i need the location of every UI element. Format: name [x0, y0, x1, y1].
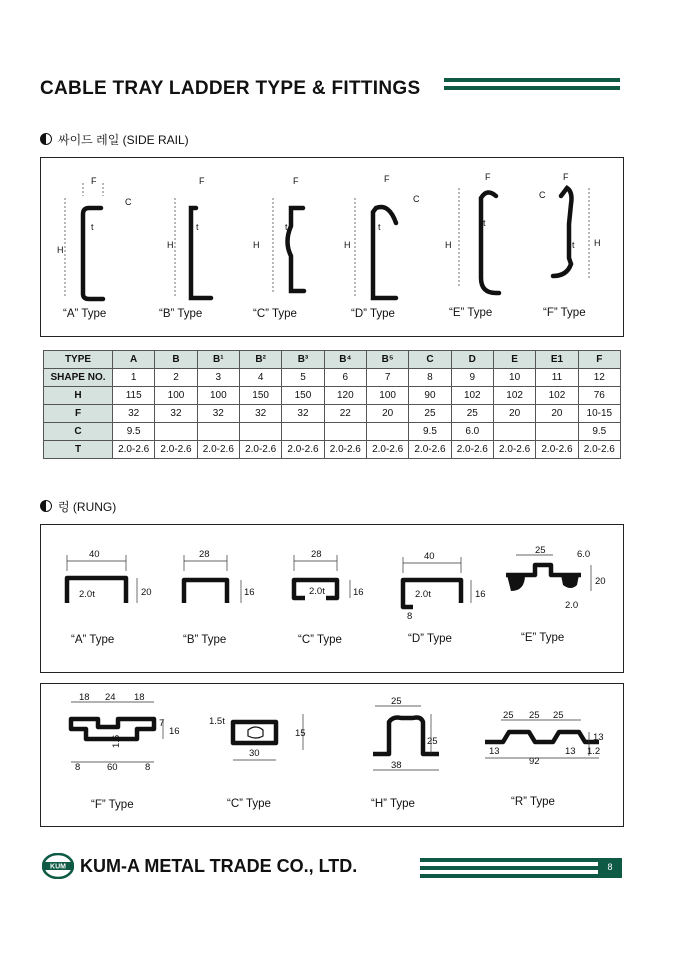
dim-H-f: H: [594, 238, 601, 248]
dim-H-b: H: [167, 240, 174, 250]
rung-c-thickness: 2.0t: [309, 586, 325, 597]
table-cell: 10-15: [578, 405, 620, 423]
rung-h-top: 25: [391, 696, 402, 707]
table-cell: 9: [451, 369, 493, 387]
rung-f-top-2: 18: [134, 692, 145, 703]
rung-d-lip: 8: [407, 611, 413, 622]
dim-t-c: t: [285, 222, 288, 232]
rung-b-profile: [184, 580, 227, 603]
table-header-cell: TYPE: [44, 351, 113, 369]
rung-type-label: “R” Type: [511, 796, 555, 808]
table-cell: 100: [155, 387, 197, 405]
rung-e-side: 6.0: [577, 549, 591, 560]
rung-type-label: “C” Type: [227, 798, 271, 810]
table-cell: 25: [409, 405, 451, 423]
rail-d-profile: [373, 207, 396, 298]
table-cell: 102: [536, 387, 578, 405]
spec-table-body: [44, 369, 621, 459]
rung-r-top-2: 25: [553, 710, 564, 721]
table-cell: 2.0-2.6: [324, 441, 366, 459]
side-rail-heading: 싸이드 레일 (SIDE RAIL): [40, 131, 189, 148]
rail-b-profile: [191, 208, 211, 298]
rung-h-height: 25: [427, 736, 438, 747]
rung-e-height: 20: [595, 576, 606, 587]
table-cell: 32: [155, 405, 197, 423]
rung-c2-height: 15: [295, 728, 306, 739]
table-cell: 9.5: [409, 423, 451, 441]
dim-F-c: F: [293, 176, 299, 186]
table-cell: 10: [493, 369, 535, 387]
page-number: 8: [598, 859, 622, 875]
table-cell: [197, 423, 239, 441]
half-circle-icon: [40, 500, 52, 512]
rung-a-height: 20: [141, 587, 152, 598]
rung-type-label: “D” Type: [408, 633, 452, 645]
rung-c2-width: 30: [249, 748, 260, 759]
rung-heading: 렁 (RUNG): [40, 498, 116, 515]
rung-r-height: 13: [593, 732, 604, 743]
page-title: CABLE TRAY LADDER TYPE & FITTINGS: [40, 78, 421, 99]
rung-type-label: “F” Type: [91, 799, 134, 811]
table-cell: 7: [366, 369, 408, 387]
table-row-header: H: [44, 387, 113, 405]
table-row: [44, 369, 621, 387]
table-cell: 100: [197, 387, 239, 405]
rung-c-height: 16: [353, 587, 364, 598]
table-header-cell: D: [451, 351, 493, 369]
table-cell: 11: [536, 369, 578, 387]
rung-f-thickness: 1.6: [111, 734, 122, 748]
dim-t-a: t: [91, 222, 94, 232]
rung-b-width: 28: [199, 549, 210, 560]
dim-F-e: F: [485, 172, 491, 182]
table-cell: [536, 423, 578, 441]
footer-rule: [420, 858, 622, 882]
table-cell: 2: [155, 369, 197, 387]
rung-r-top-1: 25: [529, 710, 540, 721]
rail-type-label: “B” Type: [159, 308, 203, 320]
logo-text: KUM: [50, 863, 66, 871]
table-row: [44, 387, 621, 405]
dim-H-e: H: [445, 240, 452, 250]
table-header-cell: B²: [239, 351, 281, 369]
dim-t-d: t: [378, 222, 381, 232]
table-header-cell: C: [409, 351, 451, 369]
rung-f-inner: 7: [159, 718, 165, 729]
table-header-cell: B⁴: [324, 351, 366, 369]
table-cell: 2.0-2.6: [451, 441, 493, 459]
table-cell: 25: [451, 405, 493, 423]
table-cell: 20: [493, 405, 535, 423]
rung-e-thickness: 2.0: [565, 600, 579, 611]
rail-type-label: “A” Type: [63, 308, 107, 320]
table-cell: 20: [366, 405, 408, 423]
table-cell: 2.0-2.6: [578, 441, 620, 459]
table-cell: 2.0-2.6: [409, 441, 451, 459]
rung-f-top-1: 24: [105, 692, 116, 703]
table-header-cell: B¹: [197, 351, 239, 369]
table-cell: 32: [282, 405, 324, 423]
rung-d-profile: [403, 580, 461, 607]
table-cell: 102: [493, 387, 535, 405]
table-header-cell: F: [578, 351, 620, 369]
table-cell: 2.0-2.6: [113, 441, 155, 459]
dim-t-f: t: [572, 240, 575, 250]
rung-d-width: 40: [424, 551, 435, 562]
rung-f-height: 16: [169, 726, 180, 737]
rung-f-top-0: 18: [79, 692, 90, 703]
rail-type-label: “F” Type: [543, 307, 586, 319]
rung-row1-drawings: [41, 525, 623, 672]
table-cell: 2.0-2.6: [197, 441, 239, 459]
table-header-cell: B⁵: [366, 351, 408, 369]
table-cell: 2.0-2.6: [493, 441, 535, 459]
table-cell: 150: [282, 387, 324, 405]
company-logo: [42, 853, 74, 879]
dim-C-a: C: [125, 197, 132, 207]
rung-type-label: “C” Type: [298, 634, 342, 646]
table-cell: 22: [324, 405, 366, 423]
rung-r-bottom-0: 13: [489, 746, 500, 757]
table-header-cell: B: [155, 351, 197, 369]
rung-c-width: 28: [311, 549, 322, 560]
table-cell: 8: [409, 369, 451, 387]
dim-F-d: F: [384, 174, 390, 184]
dim-H-d: H: [344, 240, 351, 250]
rung-r-profile: [485, 732, 599, 742]
table-header-cell: E1: [536, 351, 578, 369]
rung-r-top-0: 25: [503, 710, 514, 721]
rung-a-profile: [67, 578, 126, 603]
table-cell: 120: [324, 387, 366, 405]
table-cell: 2.0-2.6: [366, 441, 408, 459]
table-row-header: T: [44, 441, 113, 459]
table-cell: 2.0-2.6: [282, 441, 324, 459]
dim-C-d: C: [413, 194, 420, 204]
rung-h-width: 38: [391, 760, 402, 771]
rung-r-bottom-2: 13: [565, 746, 576, 757]
rail-type-label: “D” Type: [351, 308, 395, 320]
dim-F-a: F: [91, 176, 97, 186]
rung-panel-2: [40, 683, 624, 827]
table-cell: 100: [366, 387, 408, 405]
table-cell: 76: [578, 387, 620, 405]
rung-e-profile: [506, 565, 581, 575]
table-cell: 5: [282, 369, 324, 387]
table-cell: 4: [239, 369, 281, 387]
table-cell: 2.0-2.6: [239, 441, 281, 459]
table-cell: [239, 423, 281, 441]
table-cell: 32: [197, 405, 239, 423]
dim-C-f: C: [539, 190, 546, 200]
table-cell: 20: [536, 405, 578, 423]
table-cell: 9.5: [113, 423, 155, 441]
table-cell: 6.0: [451, 423, 493, 441]
rung-type-label: “E” Type: [521, 632, 565, 644]
rail-type-label: “C” Type: [253, 308, 297, 320]
rail-c-profile: [288, 208, 305, 291]
table-cell: 32: [113, 405, 155, 423]
table-header-cell: A: [113, 351, 155, 369]
dim-F-b: F: [199, 176, 205, 186]
rung-type-label: “H” Type: [371, 798, 415, 810]
table-cell: 32: [239, 405, 281, 423]
rail-type-label: “E” Type: [449, 307, 493, 319]
dim-H-a: H: [57, 245, 64, 255]
table-cell: 9.5: [578, 423, 620, 441]
rung-e-width: 25: [535, 545, 546, 556]
side-rail-panel: [40, 157, 624, 337]
rung-d-height: 16: [475, 589, 486, 600]
table-header-row: [44, 351, 621, 369]
rung-type-label: “A” Type: [71, 634, 115, 646]
table-row: [44, 405, 621, 423]
table-row-header: C: [44, 423, 113, 441]
rung-panel-1: [40, 524, 624, 673]
table-cell: [282, 423, 324, 441]
rung-a-width: 40: [89, 549, 100, 560]
table-cell: 1: [113, 369, 155, 387]
rung-r-thickness: 1.2: [587, 746, 601, 757]
spec-table: [43, 350, 621, 459]
table-cell: [493, 423, 535, 441]
table-header-cell: E: [493, 351, 535, 369]
table-cell: [324, 423, 366, 441]
table-cell: 102: [451, 387, 493, 405]
rail-e-profile: [481, 192, 499, 293]
side-rail-drawings: [41, 158, 623, 336]
table-row: [44, 423, 621, 441]
rung-type-label: “B” Type: [183, 634, 227, 646]
table-cell: 2.0-2.6: [155, 441, 197, 459]
rail-f-profile: [553, 188, 572, 276]
title-rule: [444, 78, 620, 98]
rung-e-left-lobe: [507, 575, 525, 591]
table-cell: 150: [239, 387, 281, 405]
dim-t-b: t: [196, 222, 199, 232]
rung-d-thickness: 2.0t: [415, 589, 431, 600]
company-name: KUM-A METAL TRADE CO., LTD.: [80, 856, 358, 876]
rung-a-thickness: 2.0t: [79, 589, 95, 600]
rung-r-bottom-1: 92: [529, 756, 540, 767]
table-cell: [155, 423, 197, 441]
table-cell: 90: [409, 387, 451, 405]
rung-e-right-lobe: [561, 575, 579, 588]
dim-t-e: t: [483, 218, 486, 228]
table-cell: 2.0-2.6: [536, 441, 578, 459]
dim-F-f: F: [563, 172, 569, 182]
table-row-header: F: [44, 405, 113, 423]
rung-c2-slot: [248, 727, 263, 738]
rung-b-height: 16: [244, 587, 255, 598]
rung-f-bottom-1: 60: [107, 762, 118, 773]
rung-f-bottom-0: 8: [75, 762, 81, 773]
table-cell: 6: [324, 369, 366, 387]
table-cell: [366, 423, 408, 441]
rung-c2-thickness: 1.5t: [209, 716, 225, 727]
dim-H-c: H: [253, 240, 260, 250]
table-header-cell: B³: [282, 351, 324, 369]
rung-f-bottom-2: 8: [145, 762, 151, 773]
table-row: [44, 441, 621, 459]
table-cell: 12: [578, 369, 620, 387]
half-circle-icon: [40, 133, 52, 145]
table-row-header: SHAPE NO.: [44, 369, 113, 387]
table-cell: 115: [113, 387, 155, 405]
table-cell: 3: [197, 369, 239, 387]
